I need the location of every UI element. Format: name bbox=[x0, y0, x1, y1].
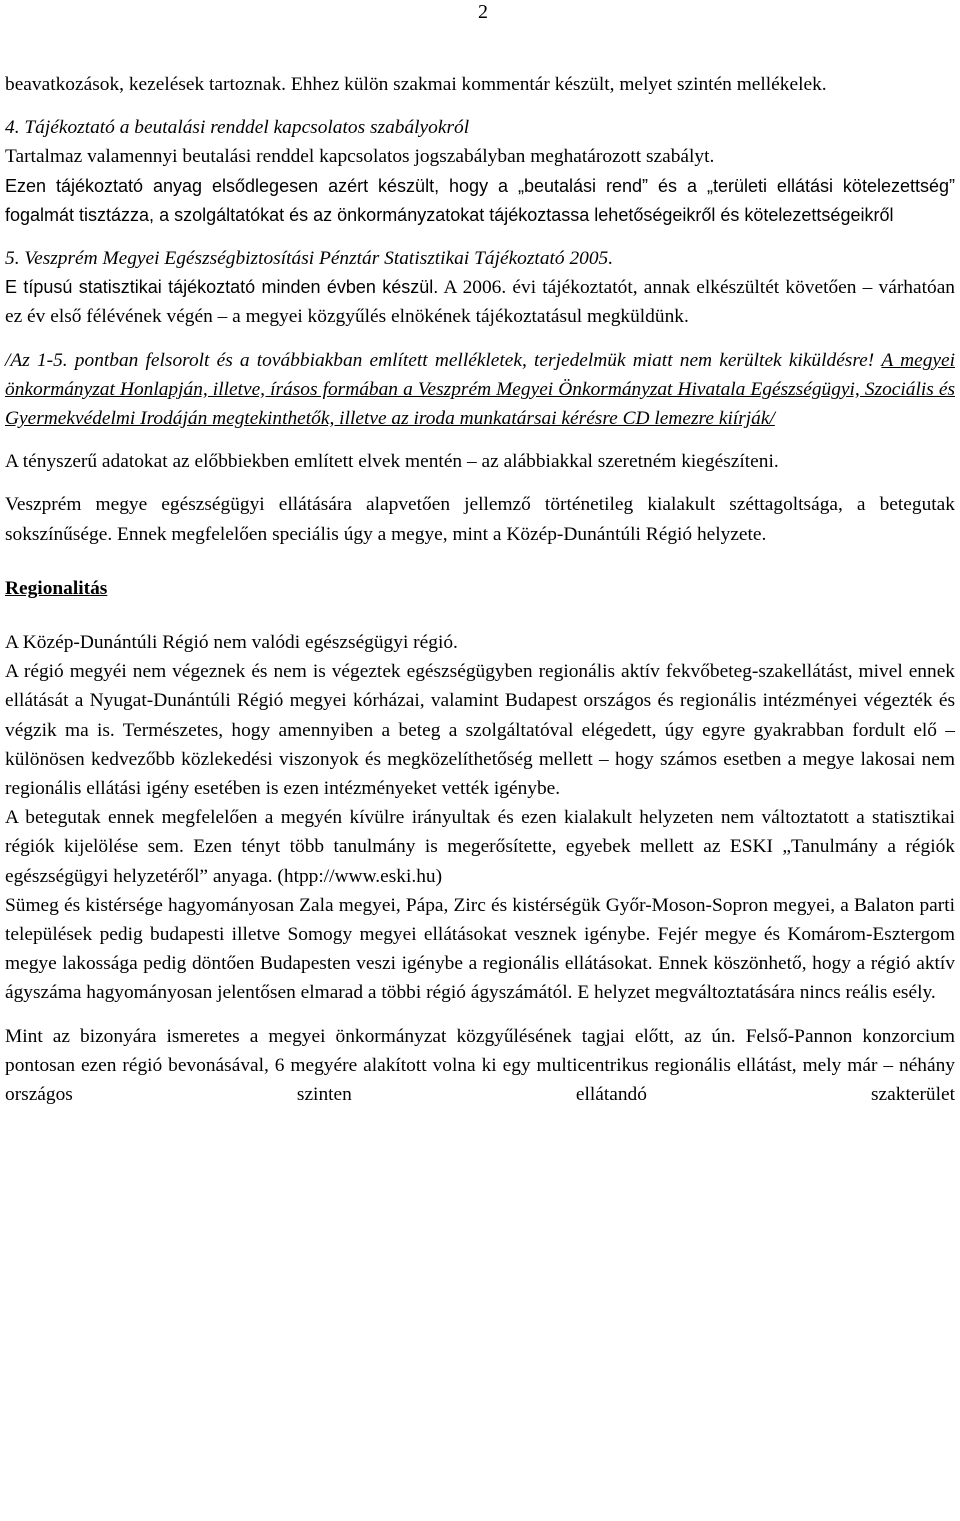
section-4-description: Ezen tájékoztató anyag elsődlegesen azért készült, hogy a „beutalási rend” és a „területi ellátási kötelezettség” fogalmát tisztázza, a szolgáltatókat és az önkormányzatokat tájékoztassa lehetőségeikről és kötelezettségeikről bbox=[5, 175, 955, 225]
section-5-description bbox=[5, 273, 955, 331]
paragraph-region-4: Sümeg és kistérsége hagyományosan Zala megyei, Pápa, Zirc és kistérségük Győr-Moson-Sopron megyei, a Balaton parti települések pedig budapesti illetve Somogy megyei ellátásokat vesznek igénybe. Fejér megye és Komárom-Esztergom megye lakossága pedig döntően Budapesten veszi igénybe a regionális ellátásokat. Ennek köszönhető, hogy a régió aktív ágyszáma hagyományosan jelentősen elmarad a többi régió ágyszámától. E helyzet megváltoztatására nincs reális esély. bbox=[5, 894, 955, 1004]
section-5 bbox=[5, 244, 955, 332]
paragraph-facts: A tényszerű adatokat az előbbiekben említett elvek mentén – az alábbiakkal szeretném kiegészíteni. bbox=[5, 451, 779, 473]
paragraph-region-3: A betegutak ennek megfelelően a megyén kívülre irányultak és ezen kialakult helyzeten nem változtatott a statisztikai régiók kijelölése sem. Ezen tényt több tanulmány is megerősítette, egyebek mellett az ESKI „Tanulmány a régiók egészségügyi helyzetéről” anyaga. (htpp://www.eski.hu) bbox=[5, 807, 955, 887]
document-body bbox=[5, 70, 955, 1109]
attachments-note bbox=[5, 346, 955, 434]
section-5-title: 5. Veszprém Megyei Egészségbiztosítási Pénztár Statisztikai Tájékoztató 2005. bbox=[5, 248, 614, 270]
paragraph-continuation: beavatkozások, kezelések tartoznak. Ehhez külön szakmai kommentár készült, melyet szintén mellékelek. bbox=[5, 74, 827, 95]
heading-regionalitas: Regionalitás bbox=[5, 577, 108, 599]
paragraph-region-5: Mint az bizonyára ismeretes a megyei önkormányzat közgyűlésének tagjai előtt, az ún. Felső-Pannon konzorcium pontosan ezen régió bevonásával, 6 megyére alakított volna ki egy multicentrikus regionális ellátást, mely már – néhány országos szinten ellátandó szakterület bbox=[5, 1025, 955, 1106]
page-number: 2 bbox=[478, 1, 488, 23]
attachments-note-location: A megyei önkormányzat Honlapján, illetve, írásos formában a Veszprém Megyei Önkormányzat Hivatala Egészségügyi, Szociális és Gyermekvédelmi Irodáján megtekinthetők, illetve az iroda munkatársai kérésre CD lemezre kiírják/ bbox=[5, 349, 955, 430]
section-4-summary: Tartalmaz valamennyi beutalási renddel kapcsolatos jogszabályban meghatározott szabályt. bbox=[5, 146, 715, 168]
attachments-note-italic: /Az 1-5. pontban felsorolt és a továbbiakban említett mellékletek, terjedelmük miatt nem kerültek kiküldésre! bbox=[5, 349, 875, 371]
section-4-title: 4. Tájékoztató a beutalási renddel kapcsolatos szabályokról bbox=[5, 117, 470, 139]
section-5-rest-text: A 2006. évi tájékoztatót, annak elkészültét követően – várhatóan ez év első félévének végén – a megyei közgyűlés elnökének tájékoztatásul megküldünk. bbox=[5, 277, 955, 328]
section-5-sans-text: E típusú statisztikai tájékoztató minden évben készül. bbox=[5, 277, 439, 298]
section-4 bbox=[5, 113, 955, 230]
paragraph-veszprem: Veszprém megye egészségügyi ellátására alapvetően jellemző történetileg kialakult széttagoltsága, a betegutak sokszínűsége. Ennek megfelelően speciális úgy a megye, mint a Közép-Dunántúli Régió helyzete. bbox=[5, 494, 955, 545]
paragraph-region-2: A régió megyéi nem végeznek és nem is végeztek egészségügyben regionális aktív fekvőbeteg-szakellátást, mivel ennek ellátását a Nyugat-Dunántúli Régió megyei kórházai, valamint Budapest országos és regionális intézményei végezték és végzik ma is. Természetes, hogy amennyiben a beteg a szolgáltatóval elégedett, úgy egyre gyakrabban fordult elő – különösen kedvezőbb közlekedési viszonyok és megközelíthetőség mellett – hogy számos esetben a megye lakosai nem regionális ellátási igény esetében is ezen intézményeket vették igénybe. bbox=[5, 661, 955, 800]
paragraph-region-1: A Közép-Dunántúli Régió nem valódi egészségügyi régió. bbox=[5, 632, 458, 654]
